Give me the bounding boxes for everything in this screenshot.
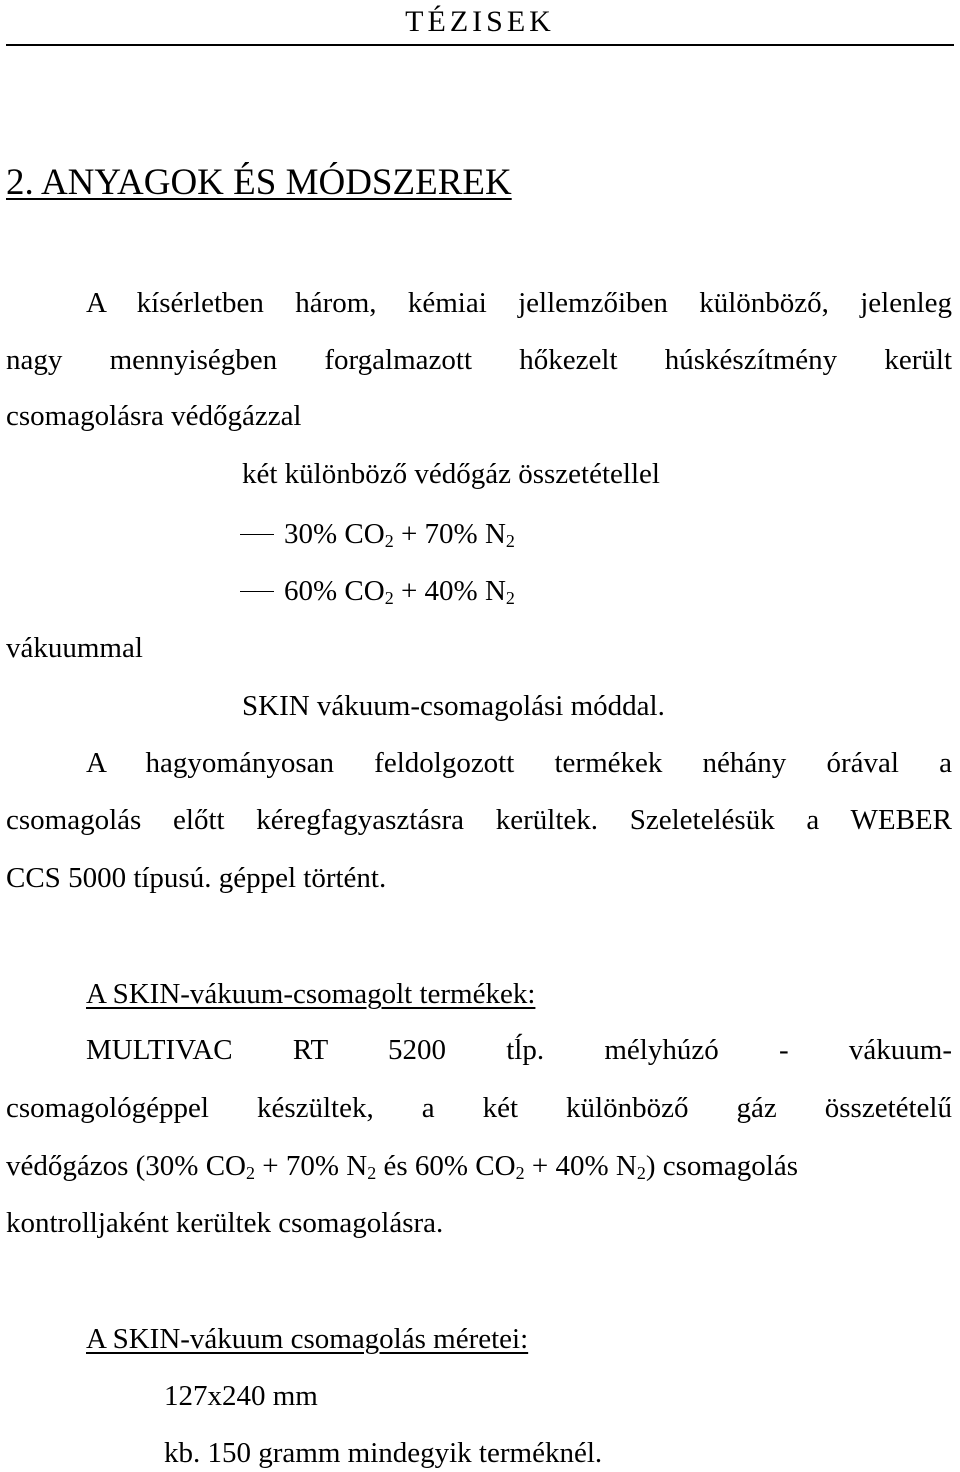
skin-products-line1: MULTIVAC RT 5200 tĺp. mélyhúzó - vákuum- — [86, 1034, 952, 1066]
dimensions-size: 127x240 mm — [164, 1380, 318, 1412]
skin-products-line3: védőgázos (30% $CO_2 + 70\%$ $N_2$ és 60% $CO_2 + 40\%$ $N_2$) csomagolás — [6, 1150, 799, 1183]
page-header-title: TÉZISEK — [405, 5, 555, 38]
para1-line1: A kísérletben három, kémiai jellemzőiben különböző, jelenleg — [86, 287, 952, 319]
vacuum-skin: SKIN vákuum-csomagolási móddal. — [242, 690, 665, 722]
para1-line2: nagy mennyiségben forgalmazott hőkezelt húskészítmény került — [6, 344, 952, 376]
header-divider — [6, 44, 954, 46]
skin-products-heading: A SKIN-vákuum-csomagolt termékek: — [86, 978, 536, 1010]
gas-intro: két különböző védőgáz összetétellel — [242, 458, 660, 490]
para2-line1: A hagyományosan feldolgozott termékek néhány órával a — [86, 747, 952, 779]
skin-products-line4: kontrolljaként kerültek csomagolásra. — [6, 1207, 444, 1239]
para2-line2: csomagolás előtt kéregfagyasztásra kerültek. Szeletelésük a WEBER — [6, 804, 952, 836]
dimensions-weight: kb. 150 gramm mindegyik terméknél. — [164, 1437, 603, 1469]
para2-line3: CCS 5000 típusú. géppel történt. — [6, 862, 387, 894]
dash-mark — [240, 534, 274, 535]
gas-option-2: 60% $CO_2 + 40\%$ $N_2$ — [240, 573, 515, 609]
dash-mark — [240, 591, 274, 592]
gas-option-1: 30% $CO_2 + 70\%$ $N_2$ — [240, 516, 515, 552]
vacuum-label: vákuummal — [6, 632, 143, 664]
dimensions-heading: A SKIN-vákuum csomagolás méretei: — [86, 1323, 529, 1355]
section-title: 2. ANYAGOK ÉS MÓDSZEREK — [6, 162, 512, 203]
para1-line3: csomagolásra védőgázzal — [6, 400, 302, 432]
skin-products-line2: csomagológéppel készültek, a két különböző gáz összetételű — [6, 1092, 952, 1124]
